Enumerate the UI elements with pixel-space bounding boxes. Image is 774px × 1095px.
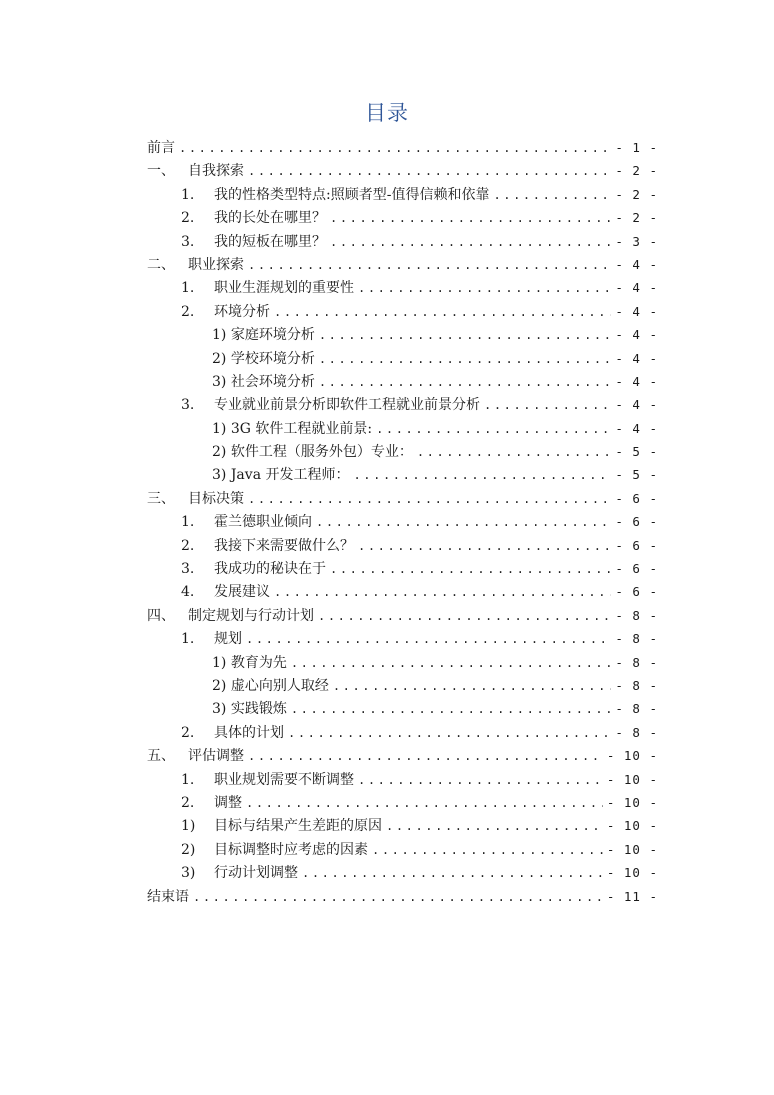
dot-leader — [291, 698, 612, 721]
toc-entry-number: 3) — [181, 865, 196, 882]
dot-leader — [333, 675, 612, 698]
toc-entry-label: 制定规划与行动计划 — [188, 607, 314, 624]
toc-entry-number: 1. — [181, 631, 195, 648]
toc-entry-page-number: - 6 - — [615, 514, 658, 530]
dot-leader — [319, 371, 612, 394]
toc-entry-label: 我成功的秘诀在于 — [214, 561, 326, 578]
toc-entry-page-number: - 10 - — [606, 818, 658, 834]
toc-entry-label: 行动计划调整 — [214, 865, 298, 882]
toc-entry[interactable] — [147, 159, 658, 182]
toc-entry-page-number: - 8 - — [615, 701, 658, 717]
dot-leader — [417, 441, 612, 464]
toc-entry-page-number: - 10 - — [606, 841, 658, 857]
dot-leader — [319, 324, 612, 347]
toc-entry-page-number: - 4 - — [615, 350, 658, 366]
toc-entry-label: 2) 学校环境分析 — [212, 350, 315, 367]
toc-entry-page-number: - 10 - — [606, 865, 658, 881]
toc-entry-label: 具体的计划 — [214, 724, 284, 741]
toc-entry[interactable] — [147, 510, 658, 533]
dot-leader — [248, 160, 611, 183]
toc-entry-page-number: - 4 - — [615, 280, 658, 296]
toc-entry-label: 3) Java 开发工程师： — [212, 467, 350, 484]
toc-entry-label: 调整 — [214, 794, 242, 811]
toc-entry-number: 2. — [181, 724, 195, 741]
toc-entry-page-number: - 8 - — [615, 677, 658, 693]
table-of-contents — [147, 136, 658, 908]
toc-entry-number: 1. — [181, 280, 195, 297]
dot-leader — [484, 394, 611, 417]
toc-entry-label: 职业生涯规划的重要性 — [214, 280, 354, 297]
dot-leader — [248, 745, 603, 768]
dot-leader — [248, 254, 611, 277]
toc-entry-page-number: - 1 - — [615, 140, 658, 155]
dot-leader — [318, 605, 611, 628]
dot-leader — [330, 207, 611, 230]
toc-entry[interactable] — [147, 651, 658, 674]
toc-entry-page-number: - 4 - — [615, 397, 658, 413]
toc-entry-label: 专业就业前景分析即软件工程就业前景分析 — [214, 397, 480, 414]
toc-entry-page-number: - 8 - — [615, 631, 658, 647]
toc-entry[interactable] — [147, 393, 658, 416]
dot-leader — [386, 815, 603, 838]
dot-leader — [246, 628, 611, 651]
toc-entry-label: 职业探索 — [188, 256, 244, 273]
toc-entry-page-number: - 11 - — [606, 888, 658, 904]
toc-entry-label: 我接下来需要做什么？ — [214, 537, 354, 554]
toc-entry-page-number: - 6 - — [615, 561, 658, 577]
toc-entry-label: 霍兰德职业倾向 — [214, 514, 312, 531]
toc-entry[interactable] — [147, 230, 658, 253]
dot-leader — [358, 277, 611, 300]
toc-entry-number: 3. — [181, 233, 195, 250]
toc-entry-label: 我的短板在哪里？ — [214, 233, 326, 250]
toc-entry[interactable] — [147, 814, 658, 837]
toc-entry[interactable] — [147, 487, 658, 510]
toc-entry-page-number: - 3 - — [615, 233, 658, 249]
toc-entry-label: 我的长处在哪里？ — [214, 210, 326, 227]
toc-entry[interactable] — [147, 861, 658, 884]
toc-entry-page-number: - 10 - — [606, 771, 658, 787]
dot-leader — [179, 137, 611, 160]
toc-entry[interactable] — [147, 417, 658, 440]
toc-entry[interactable] — [147, 206, 658, 229]
dot-leader — [372, 839, 603, 862]
toc-entry-label: 3) 实践锻炼 — [212, 701, 287, 718]
toc-entry-number: 1. — [181, 771, 195, 788]
toc-entry-label: 3) 社会环境分析 — [212, 373, 315, 390]
toc-entry-number: 三、 — [147, 490, 175, 507]
toc-entry[interactable] — [147, 463, 658, 486]
toc-entry[interactable] — [147, 300, 658, 323]
toc-entry[interactable] — [147, 534, 658, 557]
dot-leader — [358, 535, 611, 558]
toc-entry[interactable] — [147, 791, 658, 814]
toc-entry-label: 1) 家庭环境分析 — [212, 327, 315, 344]
dot-leader — [319, 348, 612, 371]
dot-leader — [316, 511, 611, 534]
dot-leader — [274, 301, 611, 324]
toc-entry-number: 2. — [181, 794, 195, 811]
toc-entry-label: 2) 虚心向别人取经 — [212, 677, 329, 694]
toc-title: 目录 — [365, 101, 409, 125]
toc-entry-page-number: - 8 - — [615, 654, 658, 670]
toc-entry-number: 2. — [181, 303, 195, 320]
toc-entry-number: 1) — [181, 818, 196, 835]
toc-entry-label: 评估调整 — [188, 748, 244, 765]
dot-leader — [493, 184, 611, 207]
toc-entry-number: 3. — [181, 397, 195, 414]
dot-leader — [246, 792, 603, 815]
toc-entry-label: 前言 — [147, 140, 175, 156]
toc-entry[interactable] — [147, 370, 658, 393]
toc-entry-label: 目标与结果产生差距的原因 — [214, 818, 382, 835]
toc-entry[interactable] — [147, 323, 658, 346]
dot-leader — [248, 488, 611, 511]
toc-entry-page-number: - 8 - — [615, 724, 658, 740]
toc-entry-label: 2) 软件工程（服务外包）专业： — [212, 444, 413, 461]
toc-entry[interactable] — [147, 721, 658, 744]
toc-entry[interactable] — [147, 557, 658, 580]
toc-entry-number: 3. — [181, 561, 195, 578]
toc-entry-number: 一、 — [147, 163, 175, 180]
toc-entry[interactable] — [147, 604, 658, 627]
toc-entry-page-number: - 5 - — [615, 467, 658, 483]
toc-entry-page-number: - 4 - — [615, 303, 658, 319]
toc-entry-label: 目标调整时应考虑的因素 — [214, 841, 368, 858]
toc-entry-page-number: - 2 - — [615, 210, 658, 226]
toc-entry-page-number: - 6 - — [615, 584, 658, 600]
toc-entry[interactable] — [147, 347, 658, 370]
toc-entry[interactable] — [147, 253, 658, 276]
toc-entry[interactable] — [147, 674, 658, 697]
toc-entry-page-number: - 10 - — [606, 794, 658, 810]
toc-entry[interactable] — [147, 440, 658, 463]
toc-entry-page-number: - 2 - — [615, 186, 658, 202]
toc-entry[interactable] — [147, 697, 658, 720]
toc-entry-label: 自我探索 — [188, 163, 244, 180]
toc-entry[interactable] — [147, 885, 658, 908]
dot-leader — [288, 722, 611, 745]
toc-entry-number: 2. — [181, 537, 195, 554]
toc-entry-number: 1. — [181, 186, 195, 203]
toc-entry-page-number: - 4 - — [615, 373, 658, 389]
toc-entry[interactable] — [147, 183, 658, 206]
toc-entry[interactable] — [147, 768, 658, 791]
dot-leader — [330, 558, 611, 581]
toc-entry[interactable] — [147, 580, 658, 603]
toc-entry-number: 四、 — [147, 607, 175, 624]
toc-entry-label: 目标决策 — [188, 490, 244, 507]
toc-entry-number: 2) — [181, 841, 196, 858]
toc-entry-page-number: - 5 - — [615, 444, 658, 460]
toc-entry-number: 2. — [181, 210, 195, 227]
toc-entry-label: 发展建议 — [214, 584, 270, 601]
dot-leader — [353, 464, 611, 487]
toc-entry-label: 1) 教育为先 — [212, 654, 287, 671]
toc-entry[interactable] — [147, 276, 658, 299]
toc-entry-label: 职业规划需要不断调整 — [214, 771, 354, 788]
toc-entry-number: 五、 — [147, 748, 175, 765]
toc-entry-label: 环境分析 — [214, 303, 270, 320]
toc-entry-number: 1. — [181, 514, 195, 531]
dot-leader — [330, 231, 611, 254]
dot-leader — [274, 581, 611, 604]
toc-entry-number: 二、 — [147, 256, 175, 273]
toc-entry[interactable] — [147, 136, 658, 159]
toc-entry-page-number: - 4 - — [615, 420, 658, 436]
dot-leader — [302, 862, 603, 885]
dot-leader — [193, 886, 603, 909]
toc-entry-number: 4. — [181, 584, 195, 601]
toc-entry-page-number: - 4 - — [615, 256, 658, 272]
toc-entry-label: 结束语 — [147, 888, 189, 905]
toc-entry-label: 我的性格类型特点:照顾者型-值得信赖和依靠 — [214, 186, 490, 203]
toc-entry-page-number: - 6 - — [615, 490, 658, 506]
toc-entry[interactable] — [147, 627, 658, 650]
toc-entry-label: 1) 3G 软件工程就业前景: — [212, 420, 373, 437]
toc-entry-page-number: - 8 - — [615, 607, 658, 623]
dot-leader — [358, 769, 603, 792]
toc-entry-page-number: - 4 - — [615, 327, 658, 343]
toc-entry-page-number: - 6 - — [615, 537, 658, 553]
toc-entry-page-number: - 10 - — [606, 748, 658, 764]
dot-leader — [376, 418, 611, 441]
toc-entry[interactable] — [147, 838, 658, 861]
toc-entry-label: 规划 — [214, 631, 242, 648]
toc-entry-page-number: - 2 - — [615, 163, 658, 179]
toc-entry[interactable] — [147, 744, 658, 767]
dot-leader — [291, 652, 612, 675]
